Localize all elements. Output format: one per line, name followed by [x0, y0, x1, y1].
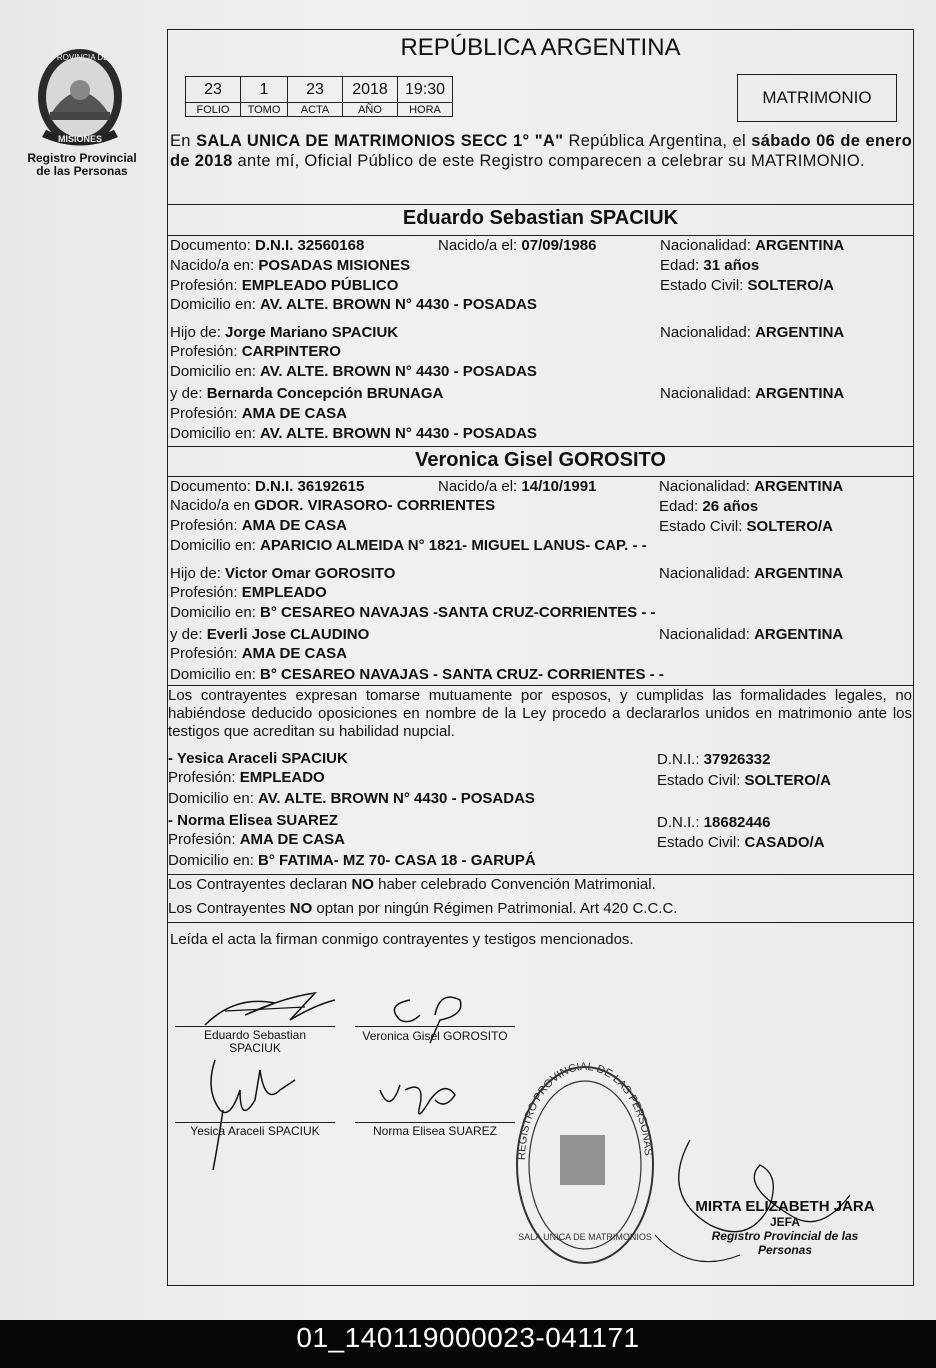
year-label: AÑO — [343, 103, 398, 117]
groom-age: Edad: 31 años — [660, 257, 760, 274]
bride-signature-label: Veronica Gisel GOROSITO — [362, 1029, 508, 1043]
rule-groom-name — [167, 235, 914, 236]
bride-profession: Profesión: AMA DE CASA — [170, 517, 347, 534]
groom-mother-address: Domicilio en: AV. ALTE. BROWN N° 4430 - POSADAS — [170, 425, 537, 442]
acta-label: ACTA — [288, 103, 343, 117]
hour-value: 19:30 — [398, 77, 453, 103]
witness2-dni: D.N.I.: 18682446 — [657, 814, 771, 831]
intro-office: SALA UNICA DE MATRIMONIOS SECC 1° "A" — [196, 132, 564, 150]
bride-father: Hijo de: Victor Omar GOROSITO — [170, 565, 396, 582]
groom-mother-profession: Profesión: AMA DE CASA — [170, 405, 347, 422]
folio-value: 23 — [186, 77, 241, 103]
tomo-label: TOMO — [241, 103, 288, 117]
official-block — [690, 1198, 880, 1257]
hour-label: HORA — [398, 103, 453, 117]
groom-signature-label: Eduardo Sebastian SPACIUK — [203, 1028, 307, 1055]
rule-groom-top — [167, 204, 914, 205]
witness2-profession: Profesión: AMA DE CASA — [168, 831, 345, 848]
bride-father-address: Domicilio en: B° CESAREO NAVAJAS -SANTA CRUZ-CORRIENTES - - — [170, 604, 656, 621]
bride-birthplace: Nacido/a en GDOR. VIRASORO- CORRIENTES — [170, 497, 496, 514]
bride-civil-status: Estado Civil: SOLTERO/A — [659, 518, 833, 535]
groom-document: Documento: D.N.I. 32560168 — [170, 237, 365, 254]
groom-father-profession: Profesión: CARPINTERO — [170, 343, 341, 360]
tomo-value: 1 — [241, 77, 288, 103]
witness2-civil-status: Estado Civil: CASADO/A — [657, 834, 825, 851]
official-name: MIRTA ELIZABETH JARA — [695, 1198, 875, 1215]
rule-bride-name — [167, 476, 914, 477]
bride-nationality: Nacionalidad: ARGENTINA — [659, 478, 844, 495]
witness2-signature-line — [355, 1122, 515, 1123]
bride-mother-nationality: Nacionalidad: ARGENTINA — [659, 626, 844, 643]
groom-signature-line — [175, 1026, 335, 1027]
groom-father-nationality: Nacionalidad: ARGENTINA — [660, 324, 845, 341]
groom-address: Domicilio en: AV. ALTE. BROWN N° 4430 - POSADAS — [170, 296, 537, 313]
bride-age: Edad: 26 años — [659, 498, 759, 515]
rule-regime — [167, 874, 914, 875]
bride-mother-profession: Profesión: AMA DE CASA — [170, 645, 347, 662]
regime-statement: Los Contrayentes NO optan por ningún Régimen Patrimonial. Art 420 C.C.C. — [168, 900, 678, 917]
witness1-dni: D.N.I.: 37926332 — [657, 751, 771, 768]
groom-civil-status: Estado Civil: SOLTERO/A — [660, 277, 834, 294]
rule-bride-top — [167, 446, 914, 447]
registry-label-line1: Registro Provincial — [27, 151, 137, 165]
witness1-signature-label: Yesica Araceli SPACIUK — [190, 1124, 320, 1138]
convention-statement: Los Contrayentes declaran NO haber celebrado Convención Matrimonial. — [168, 876, 656, 893]
year-value: 2018 — [343, 77, 398, 103]
document-code: 01_140119000023-041171 — [296, 1322, 640, 1353]
groom-name: Eduardo Sebastian SPACIUK — [402, 207, 679, 229]
groom-birthplace: Nacido/a en: POSADAS MISIONES — [170, 257, 411, 274]
official-office: Registro Provincial de las Personas — [711, 1229, 859, 1257]
bride-signature-line — [355, 1026, 515, 1027]
groom-birthdate: Nacido/a el: 07/09/1986 — [438, 237, 597, 254]
witness1-signature-line — [175, 1122, 335, 1123]
closing-statement: Leída el acta la firman conmigo contrayentes y testigos mencionados. — [170, 931, 634, 948]
groom-father-address: Domicilio en: AV. ALTE. BROWN N° 4430 - POSADAS — [170, 363, 537, 380]
witness1-signature-icon — [195, 1050, 315, 1170]
bride-mother: y de: Everli Jose CLAUDINO — [170, 626, 370, 643]
registry-label — [20, 152, 144, 178]
witness1-civil-status: Estado Civil: SOLTERO/A — [657, 772, 831, 789]
page-title: REPÚBLICA ARGENTINA — [400, 34, 681, 61]
witness2-signature-label: Norma Elisea SUAREZ — [372, 1124, 498, 1138]
stamp-outer-text: REGISTRO PROVINCIAL DE LAS PERSONAS — [515, 1060, 654, 1161]
declaration-paragraph: Los contrayentes expresan tomarse mutuamente por esposos, y cumplidas las formalidades legales, no habiéndose deducido oposiciones en nombre de la Ley procedo a declararlos unidos en matrimonio ante los testigos que acreditan su habilidad nupcial. — [168, 687, 912, 740]
witness1-address: Domicilio en: AV. ALTE. BROWN N° 4430 - POSADAS — [168, 790, 535, 807]
groom-mother: y de: Bernarda Concepción BRUNAGA — [170, 385, 444, 402]
register-table — [185, 76, 453, 117]
act-type-box: MATRIMONIO — [737, 74, 897, 122]
seal-bottom-text: MISIONES — [57, 134, 103, 144]
bride-name: Veronica Gisel GOROSITO — [415, 449, 666, 471]
bride-document: Documento: D.N.I. 36192615 — [170, 478, 365, 495]
groom-mother-nationality: Nacionalidad: ARGENTINA — [660, 385, 845, 402]
rule-closing — [167, 922, 914, 923]
bride-father-profession: Profesión: EMPLEADO — [170, 584, 327, 601]
province-seal-icon — [30, 42, 130, 152]
groom-father: Hijo de: Jorge Mariano SPACIUK — [170, 324, 399, 341]
bride-father-nationality: Nacionalidad: ARGENTINA — [659, 565, 844, 582]
rule-declaration — [167, 685, 914, 686]
folio-label: FOLIO — [186, 103, 241, 117]
groom-profession: Profesión: EMPLEADO PÚBLICO — [170, 277, 399, 294]
intro-text-1: En — [170, 132, 197, 150]
intro-paragraph — [170, 131, 912, 171]
seal-top-text: PROVINCIA DE — [51, 53, 109, 62]
bride-mother-address: Domicilio en: B° CESAREO NAVAJAS - SANTA CRUZ- CORRIENTES - - — [170, 666, 664, 683]
official-stamp-icon — [500, 1050, 670, 1270]
groom-nationality: Nacionalidad: ARGENTINA — [660, 237, 845, 254]
witness2-name: - Norma Elisea SUAREZ — [168, 812, 339, 829]
bride-address: Domicilio en: APARICIO ALMEIDA N° 1821- MIGUEL LANUS- CAP. - - — [170, 537, 647, 554]
witness2-address: Domicilio en: B° FATIMA- MZ 70- CASA 18 - GARUPÁ — [168, 852, 536, 869]
official-role: JEFA — [769, 1215, 800, 1229]
acta-value: 23 — [288, 77, 343, 103]
stamp-inner-text: SALA UNICA DE MATRIMONIOS — [518, 1232, 652, 1242]
witness1-name: - Yesica Araceli SPACIUK — [168, 750, 348, 767]
intro-date: sábado 06 de enero de 2018 — [170, 132, 912, 170]
intro-text-2: República Argentina, el — [563, 132, 752, 150]
witness1-profession: Profesión: EMPLEADO — [168, 769, 325, 786]
intro-text-3: ante mí, Oficial Público de este Registro comparecen a celebrar su MATRIMONIO. — [232, 152, 865, 170]
registry-label-line2: de las Personas — [36, 164, 128, 178]
bride-birthdate: Nacido/a el: 14/10/1991 — [438, 478, 597, 495]
